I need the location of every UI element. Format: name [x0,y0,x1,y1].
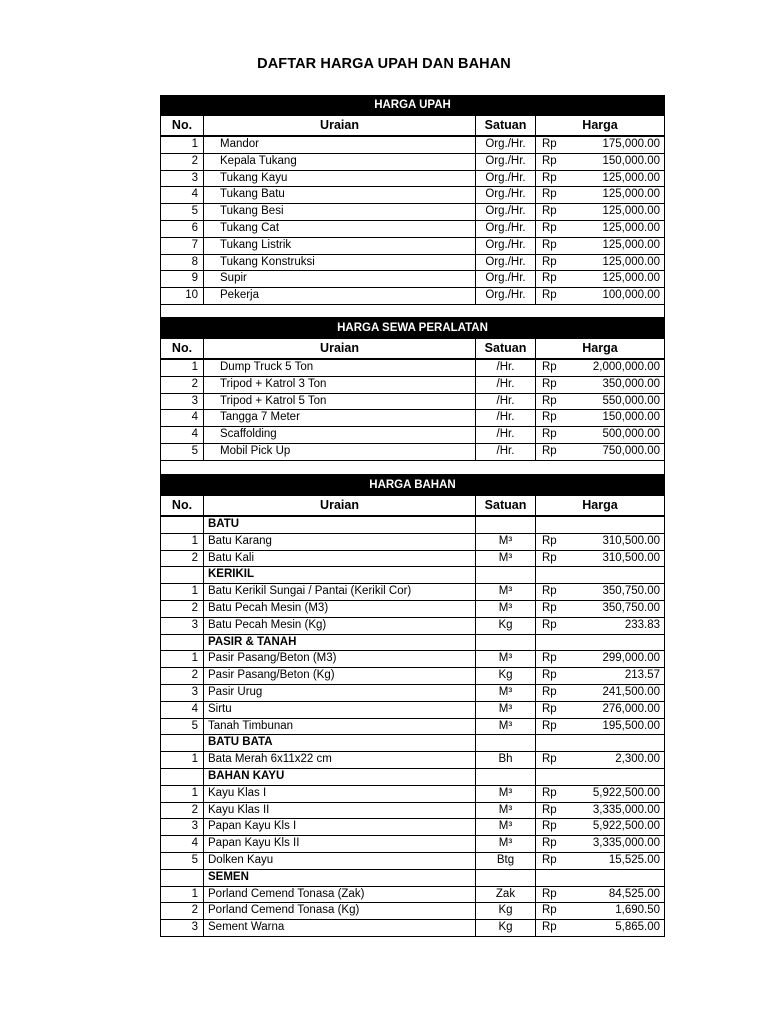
row-uraian: Tripod + Katrol 3 Ton [204,376,476,393]
row-number: 1 [161,752,204,769]
row-satuan: Org./Hr. [476,220,536,237]
category-row [161,768,665,785]
row-harga: 125,000.00 [566,204,665,221]
row-uraian: Tukang Listrik [204,237,476,254]
row-satuan: M³ [476,718,536,735]
row-number: 1 [161,136,204,153]
row-harga: 5,922,500.00 [566,785,665,802]
row-uraian: Sement Warna [204,920,476,937]
row-currency: Rp [536,886,566,903]
row-harga: 84,525.00 [566,886,665,903]
row-number: 4 [161,410,204,427]
category-label: KERIKIL [204,567,476,584]
table-row [161,220,665,237]
row-number: 6 [161,220,204,237]
row-harga: 100,000.00 [566,288,665,305]
row-currency: Rp [536,533,566,550]
row-currency: Rp [536,819,566,836]
row-satuan: /Hr. [476,443,536,460]
row-satuan: M³ [476,684,536,701]
row-uraian: Kayu Klas II [204,802,476,819]
harga-upah-table [160,95,665,305]
row-uraian: Batu Kali [204,550,476,567]
table-row [161,836,665,853]
row-currency: Rp [536,271,566,288]
table-row [161,701,665,718]
row-number: 1 [161,651,204,668]
column-header-row [161,116,665,137]
row-number: 5 [161,443,204,460]
row-satuan: Org./Hr. [476,187,536,204]
row-uraian: Batu Karang [204,533,476,550]
row-number: 2 [161,600,204,617]
row-satuan: Bh [476,752,536,769]
row-number: 2 [161,903,204,920]
table-row [161,852,665,869]
row-harga: 150,000.00 [566,153,665,170]
category-label: BAHAN KAYU [204,768,476,785]
row-satuan: Org./Hr. [476,136,536,153]
row-uraian: Scaffolding [204,427,476,444]
category-label: BATU [204,516,476,533]
row-currency: Rp [536,802,566,819]
category-row [161,735,665,752]
row-satuan: Kg [476,903,536,920]
row-harga: 125,000.00 [566,237,665,254]
row-uraian: Kayu Klas I [204,785,476,802]
section-spacer [161,460,665,475]
table-row [161,393,665,410]
row-harga: 241,500.00 [566,684,665,701]
row-harga: 1,690.50 [566,903,665,920]
table-row [161,584,665,601]
row-number: 1 [161,533,204,550]
row-harga: 5,922,500.00 [566,819,665,836]
row-number: 2 [161,153,204,170]
table-row [161,550,665,567]
row-currency: Rp [536,550,566,567]
row-satuan: /Hr. [476,410,536,427]
category-label: SEMEN [204,869,476,886]
row-uraian: Pasir Urug [204,684,476,701]
row-harga: 195,500.00 [566,718,665,735]
row-currency: Rp [536,153,566,170]
row-number: 2 [161,668,204,685]
row-satuan: Org./Hr. [476,288,536,305]
page-title: DAFTAR HARGA UPAH DAN BAHAN [257,56,511,72]
row-satuan: Kg [476,668,536,685]
row-number: 4 [161,187,204,204]
row-satuan: Kg [476,617,536,634]
row-uraian: Papan Kayu Kls II [204,836,476,853]
row-uraian: Pasir Pasang/Beton (Kg) [204,668,476,685]
section-band [161,475,665,496]
row-currency: Rp [536,170,566,187]
row-uraian: Tukang Batu [204,187,476,204]
row-harga: 125,000.00 [566,220,665,237]
row-satuan: M³ [476,584,536,601]
row-satuan: Btg [476,852,536,869]
row-uraian: Tukang Konstruksi [204,254,476,271]
table-row [161,254,665,271]
row-currency: Rp [536,852,566,869]
col-header-harga: Harga [536,116,665,137]
table-row [161,617,665,634]
row-harga: 299,000.00 [566,651,665,668]
row-number: 4 [161,836,204,853]
row-harga: 310,500.00 [566,533,665,550]
row-number: 3 [161,393,204,410]
row-uraian: Tripod + Katrol 5 Ton [204,393,476,410]
row-uraian: Bata Merah 6x11x22 cm [204,752,476,769]
row-satuan: Org./Hr. [476,237,536,254]
row-uraian: Tukang Kayu [204,170,476,187]
table-row [161,153,665,170]
row-harga: 175,000.00 [566,136,665,153]
row-satuan: /Hr. [476,359,536,376]
row-uraian: Kepala Tukang [204,153,476,170]
row-number: 2 [161,550,204,567]
table-row [161,903,665,920]
row-harga: 350,750.00 [566,600,665,617]
category-row [161,516,665,533]
row-number: 1 [161,886,204,903]
row-harga: 3,335,000.00 [566,836,665,853]
row-currency: Rp [536,187,566,204]
row-satuan: /Hr. [476,376,536,393]
row-currency: Rp [536,718,566,735]
row-satuan: Org./Hr. [476,153,536,170]
row-uraian: Dump Truck 5 Ton [204,359,476,376]
row-uraian: Batu Pecah Mesin (M3) [204,600,476,617]
row-currency: Rp [536,903,566,920]
table-row [161,443,665,460]
table-row [161,359,665,376]
row-number: 1 [161,584,204,601]
row-uraian: Mandor [204,136,476,153]
table-row [161,752,665,769]
row-number: 5 [161,718,204,735]
row-currency: Rp [536,443,566,460]
row-currency: Rp [536,376,566,393]
row-number: 1 [161,359,204,376]
row-satuan: Kg [476,920,536,937]
table-row [161,651,665,668]
row-currency: Rp [536,668,566,685]
row-currency: Rp [536,584,566,601]
section-title: HARGA SEWA PERALATAN [161,318,665,339]
row-uraian: Tukang Cat [204,220,476,237]
row-satuan: M³ [476,802,536,819]
row-uraian: Batu Pecah Mesin (Kg) [204,617,476,634]
row-satuan: M³ [476,550,536,567]
row-satuan: M³ [476,533,536,550]
col-header-harga: Harga [536,339,665,360]
section-title: HARGA BAHAN [161,475,665,496]
table-row [161,288,665,305]
col-header-satuan: Satuan [476,116,536,137]
row-number: 2 [161,802,204,819]
table-row [161,237,665,254]
row-currency: Rp [536,136,566,153]
row-harga: 15,525.00 [566,852,665,869]
harga-sewa-peralatan-table [160,303,665,461]
category-label: BATU BATA [204,735,476,752]
col-header-uraian: Uraian [204,116,476,137]
row-number: 5 [161,852,204,869]
row-uraian: Supir [204,271,476,288]
row-harga: 350,000.00 [566,376,665,393]
row-number: 3 [161,170,204,187]
row-harga: 125,000.00 [566,170,665,187]
table-row [161,802,665,819]
col-header-satuan: Satuan [476,339,536,360]
table-row [161,600,665,617]
category-row [161,869,665,886]
row-number: 3 [161,819,204,836]
row-number: 10 [161,288,204,305]
section-title: HARGA UPAH [161,95,665,116]
row-currency: Rp [536,651,566,668]
row-currency: Rp [536,600,566,617]
col-header-uraian: Uraian [204,339,476,360]
row-harga: 150,000.00 [566,410,665,427]
row-satuan: /Hr. [476,393,536,410]
col-header-no: No. [161,116,204,137]
table-row [161,170,665,187]
row-harga: 2,300.00 [566,752,665,769]
col-header-harga: Harga [536,496,665,517]
row-number: 5 [161,204,204,221]
harga-bahan-table [160,460,665,937]
row-satuan: M³ [476,819,536,836]
column-header-row [161,339,665,360]
row-satuan: Org./Hr. [476,204,536,221]
column-header-row [161,496,665,517]
row-satuan: Org./Hr. [476,271,536,288]
row-harga: 2,000,000.00 [566,359,665,376]
table-row [161,533,665,550]
row-uraian: Porland Cemend Tonasa (Zak) [204,886,476,903]
row-uraian: Papan Kayu Kls I [204,819,476,836]
row-harga: 213.57 [566,668,665,685]
row-currency: Rp [536,427,566,444]
table-row [161,785,665,802]
row-harga: 125,000.00 [566,187,665,204]
row-currency: Rp [536,836,566,853]
table-row [161,920,665,937]
category-label: PASIR & TANAH [204,634,476,651]
row-harga: 125,000.00 [566,254,665,271]
row-number: 4 [161,427,204,444]
row-harga: 125,000.00 [566,271,665,288]
row-satuan: M³ [476,785,536,802]
row-currency: Rp [536,785,566,802]
category-row [161,634,665,651]
row-currency: Rp [536,237,566,254]
row-satuan: M³ [476,701,536,718]
section-band [161,318,665,339]
row-currency: Rp [536,701,566,718]
row-number: 3 [161,920,204,937]
row-currency: Rp [536,359,566,376]
row-number: 2 [161,376,204,393]
table-row [161,684,665,701]
row-currency: Rp [536,288,566,305]
row-currency: Rp [536,220,566,237]
row-uraian: Batu Kerikil Sungai / Pantai (Kerikil Cor) [204,584,476,601]
row-satuan: /Hr. [476,427,536,444]
row-currency: Rp [536,752,566,769]
row-uraian: Tangga 7 Meter [204,410,476,427]
table-row [161,886,665,903]
row-number: 8 [161,254,204,271]
row-currency: Rp [536,393,566,410]
table-row [161,376,665,393]
row-satuan: M³ [476,836,536,853]
row-currency: Rp [536,920,566,937]
row-uraian: Tukang Besi [204,204,476,221]
table-row [161,410,665,427]
row-number: 1 [161,785,204,802]
row-currency: Rp [536,254,566,271]
row-uraian: Tanah Timbunan [204,718,476,735]
row-satuan: M³ [476,600,536,617]
section-band [161,95,665,116]
table-row [161,187,665,204]
row-uraian: Pasir Pasang/Beton (M3) [204,651,476,668]
row-satuan: Org./Hr. [476,170,536,187]
row-uraian: Pekerja [204,288,476,305]
row-uraian: Dolken Kayu [204,852,476,869]
row-harga: 276,000.00 [566,701,665,718]
row-satuan: Zak [476,886,536,903]
row-satuan: M³ [476,651,536,668]
row-uraian: Mobil Pick Up [204,443,476,460]
col-header-uraian: Uraian [204,496,476,517]
row-harga: 750,000.00 [566,443,665,460]
row-number: 3 [161,684,204,701]
row-number: 4 [161,701,204,718]
table-row [161,668,665,685]
row-number: 3 [161,617,204,634]
table-row [161,204,665,221]
row-number: 7 [161,237,204,254]
row-harga: 233.83 [566,617,665,634]
row-harga: 500,000.00 [566,427,665,444]
row-satuan: Org./Hr. [476,254,536,271]
row-harga: 350,750.00 [566,584,665,601]
table-row [161,718,665,735]
row-harga: 3,335,000.00 [566,802,665,819]
row-number: 9 [161,271,204,288]
row-harga: 5,865.00 [566,920,665,937]
row-currency: Rp [536,684,566,701]
col-header-no: No. [161,339,204,360]
col-header-satuan: Satuan [476,496,536,517]
row-harga: 550,000.00 [566,393,665,410]
row-currency: Rp [536,410,566,427]
section-spacer [161,303,665,318]
table-row [161,427,665,444]
table-row [161,136,665,153]
row-currency: Rp [536,204,566,221]
col-header-no: No. [161,496,204,517]
row-harga: 310,500.00 [566,550,665,567]
table-row [161,271,665,288]
row-uraian: Sirtu [204,701,476,718]
table-row [161,819,665,836]
row-currency: Rp [536,617,566,634]
row-uraian: Porland Cemend Tonasa (Kg) [204,903,476,920]
category-row [161,567,665,584]
